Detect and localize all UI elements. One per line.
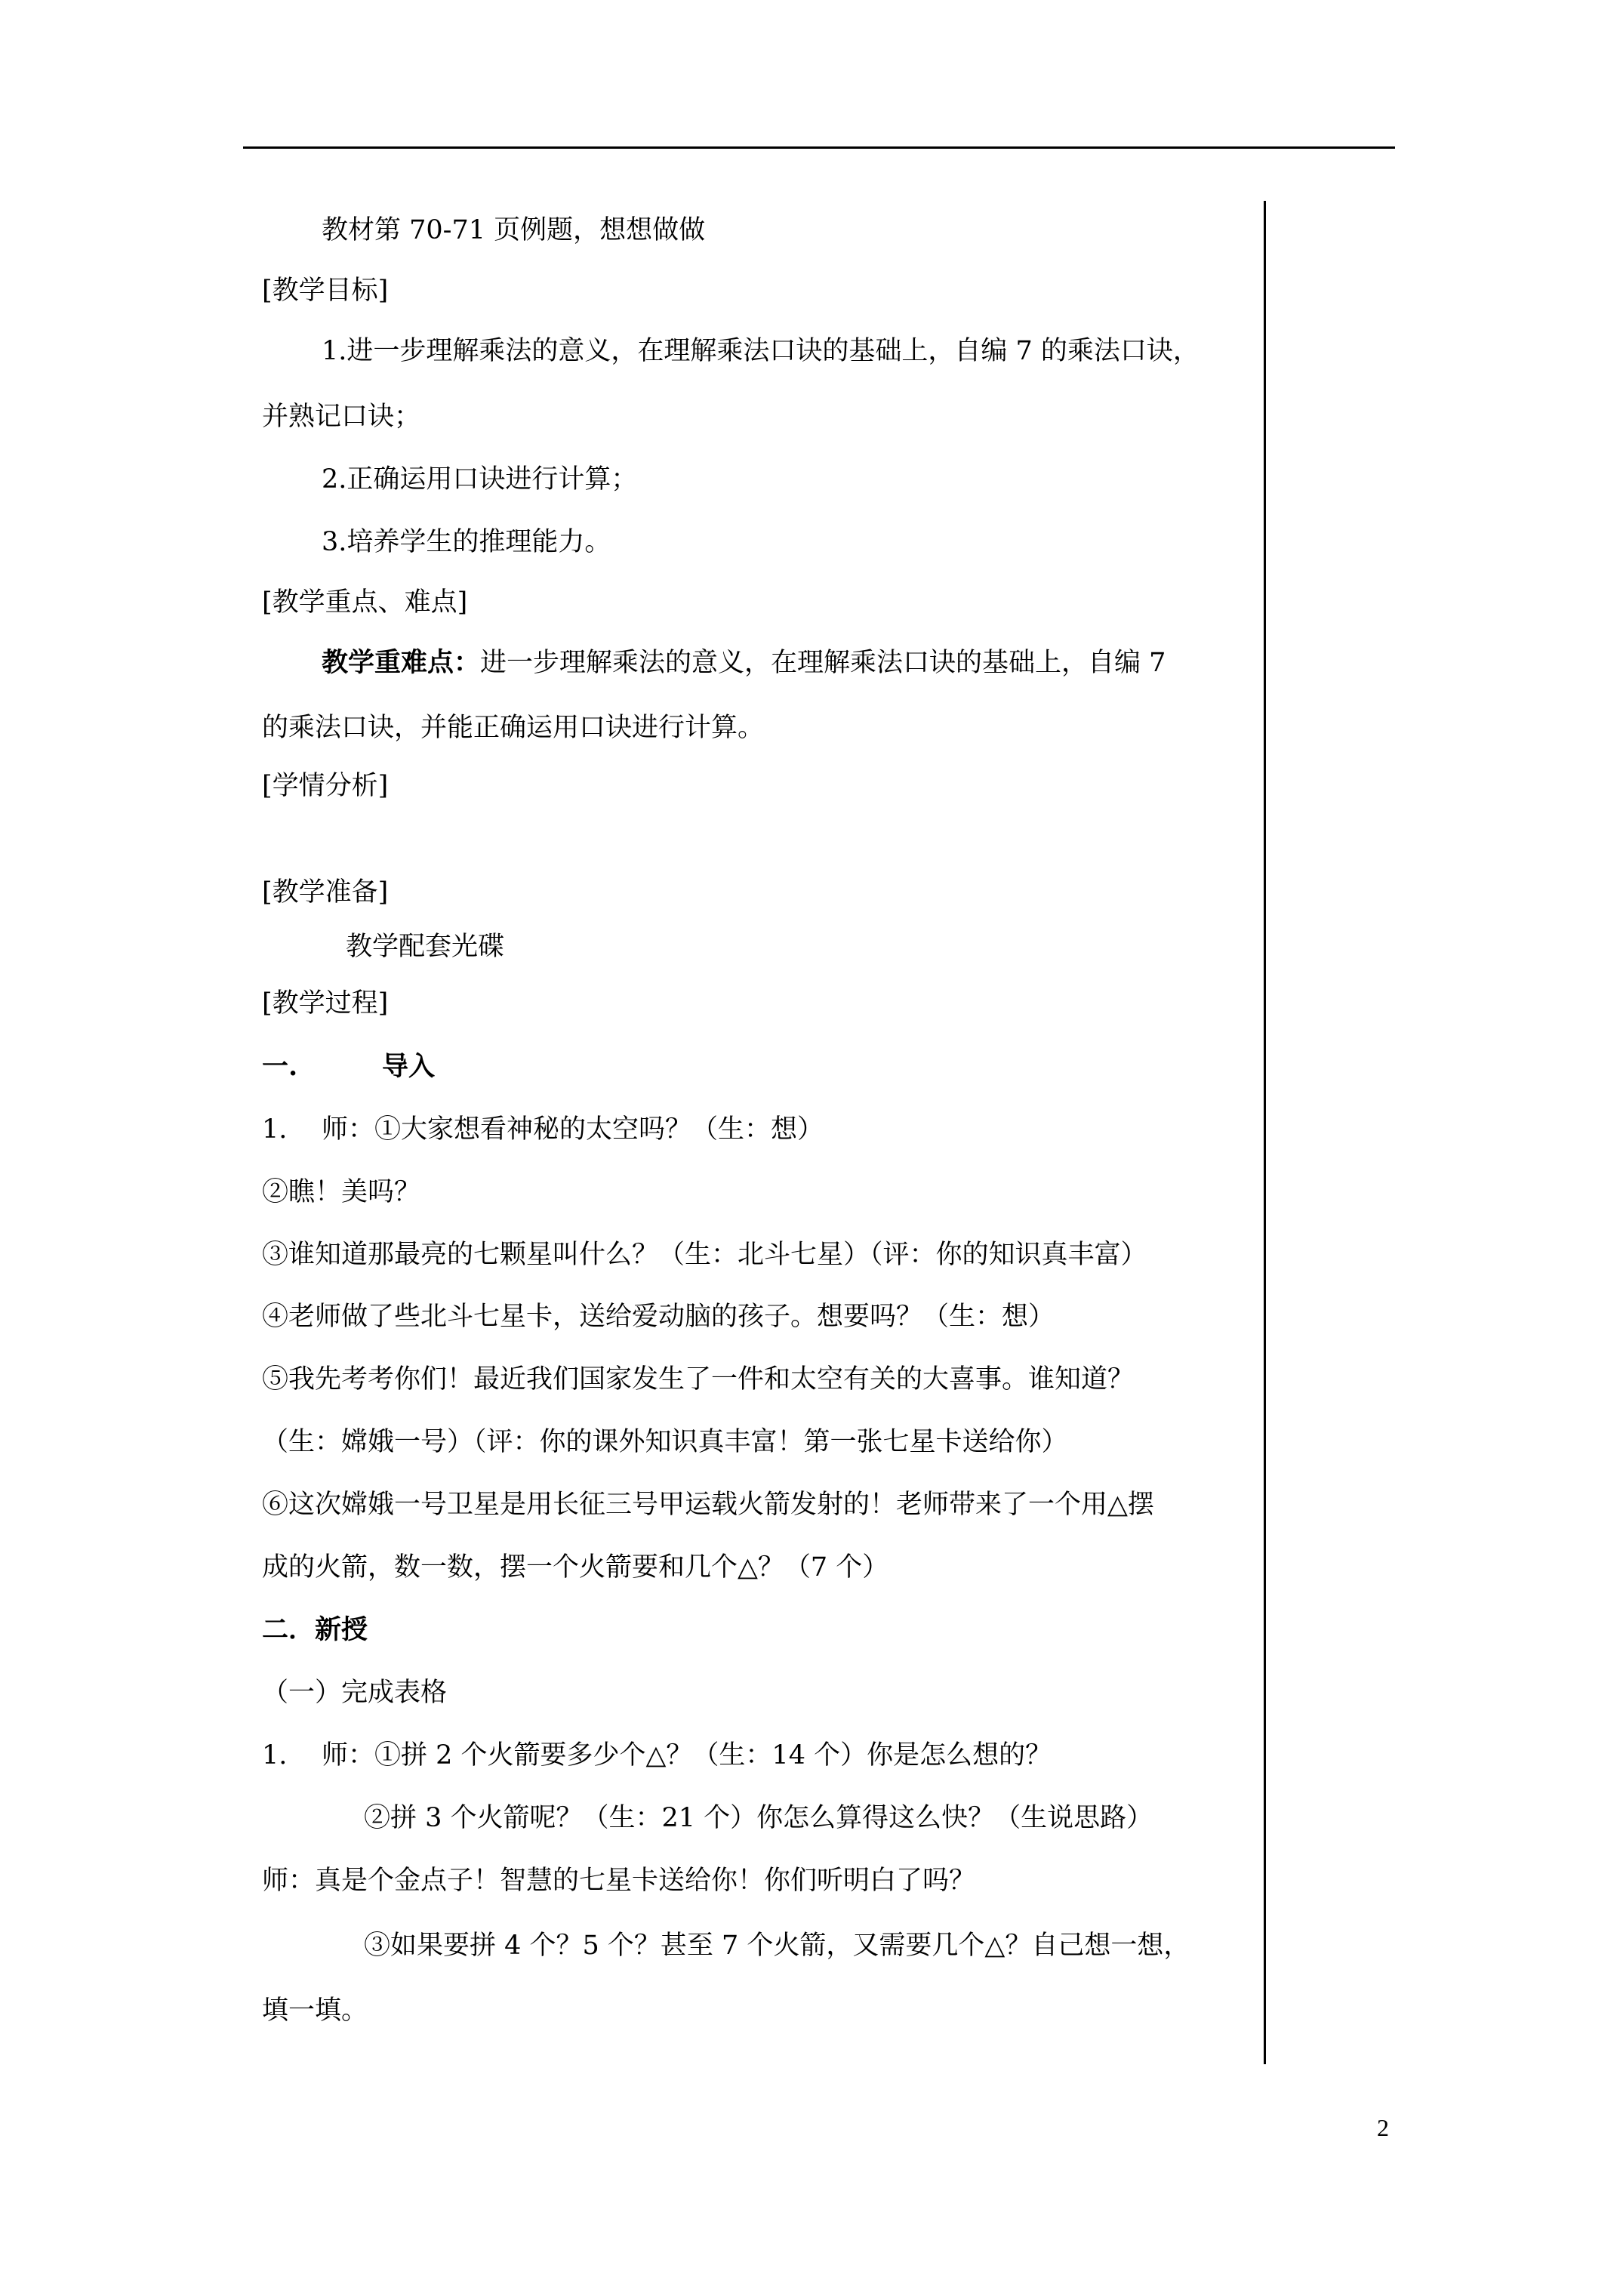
section-heading-key-points: [教学重点、难点]	[262, 587, 468, 618]
subsection-table: （一）完成表格	[262, 1678, 448, 1708]
page-number: 2	[1377, 2114, 1389, 2141]
section-heading-analysis: [学情分析]	[262, 771, 389, 801]
dialogue-6-cont: 成的火箭，数一数，摆一个火箭要和几个△？（7 个）	[262, 1552, 889, 1583]
dialogue-2: ②瞧！美吗？	[262, 1177, 421, 1207]
preparation-item: 教学配套光碟	[346, 932, 505, 962]
key-point-text: 进一步理解乘法的意义，在理解乘法口诀的基础上，自编 7	[480, 648, 1166, 678]
materials-line: 教材第 70-71 页例题，想想做做	[322, 215, 706, 245]
objective-2: 2.正确运用口诀进行计算；	[322, 464, 638, 495]
teacher-q3-cont: 填一填。	[262, 1996, 368, 2026]
key-point-label: 教学重难点：	[322, 647, 481, 678]
header-rule	[243, 146, 1395, 149]
item-1-number: 1.	[262, 1114, 288, 1145]
section-heading-process: [教学过程]	[262, 988, 389, 1019]
item-2-number: 1.	[262, 1740, 288, 1771]
section-heading-preparation: [教学准备]	[262, 877, 389, 908]
teacher-q1: 师：①拼 2 个火箭要多少个△？（生：14 个）你是怎么想的？	[322, 1740, 1052, 1771]
step-one-title: 导入	[382, 1051, 436, 1082]
teacher-comment: 师：真是个金点子！智慧的七星卡送给你！你们听明白了吗？	[262, 1866, 976, 1896]
teacher-q2: ②拼 3 个火箭呢？（生：21 个）你怎么算得这么快？（生说思路）	[364, 1803, 1153, 1833]
key-point-cont: 的乘法口诀，并能正确运用口诀进行计算。	[262, 713, 765, 743]
step-one-number: 一.	[262, 1051, 298, 1082]
objective-1-cont: 并熟记口诀；	[262, 402, 421, 432]
table-border-right	[1264, 201, 1266, 2064]
key-point-line	[322, 646, 1166, 680]
teacher-q3: ③如果要拼 4 个？5 个？甚至 7 个火箭，又需要几个△？自己想一想，	[364, 1931, 1190, 1961]
dialogue-4: ④老师做了些北斗七星卡，送给爱动脑的孩子。想要吗？（生：想）	[262, 1302, 1055, 1332]
step-two-title: 二．新授	[262, 1614, 368, 1645]
dialogue-5: ⑤我先考考你们！最近我们国家发生了一件和太空有关的大喜事。谁知道？	[262, 1364, 1135, 1395]
dialogue-1: 师：①大家想看神秘的太空吗？（生：想）	[322, 1114, 824, 1145]
objective-1: 1.进一步理解乘法的意义，在理解乘法口诀的基础上，自编 7 的乘法口诀，	[322, 336, 1200, 366]
section-heading-objectives: [教学目标]	[262, 276, 389, 306]
dialogue-5-cont: （生：嫦娥一号）（评：你的课外知识真丰富！第一张七星卡送给你）	[262, 1427, 1068, 1457]
dialogue-3: ③谁知道那最亮的七颗星叫什么？（生：北斗七星）（评：你的知识真丰富）	[262, 1240, 1147, 1270]
dialogue-6: ⑥这次嫦娥一号卫星是用长征三号甲运载火箭发射的！老师带来了一个用△摆	[262, 1490, 1154, 1520]
objective-3: 3.培养学生的推理能力。	[322, 527, 611, 557]
